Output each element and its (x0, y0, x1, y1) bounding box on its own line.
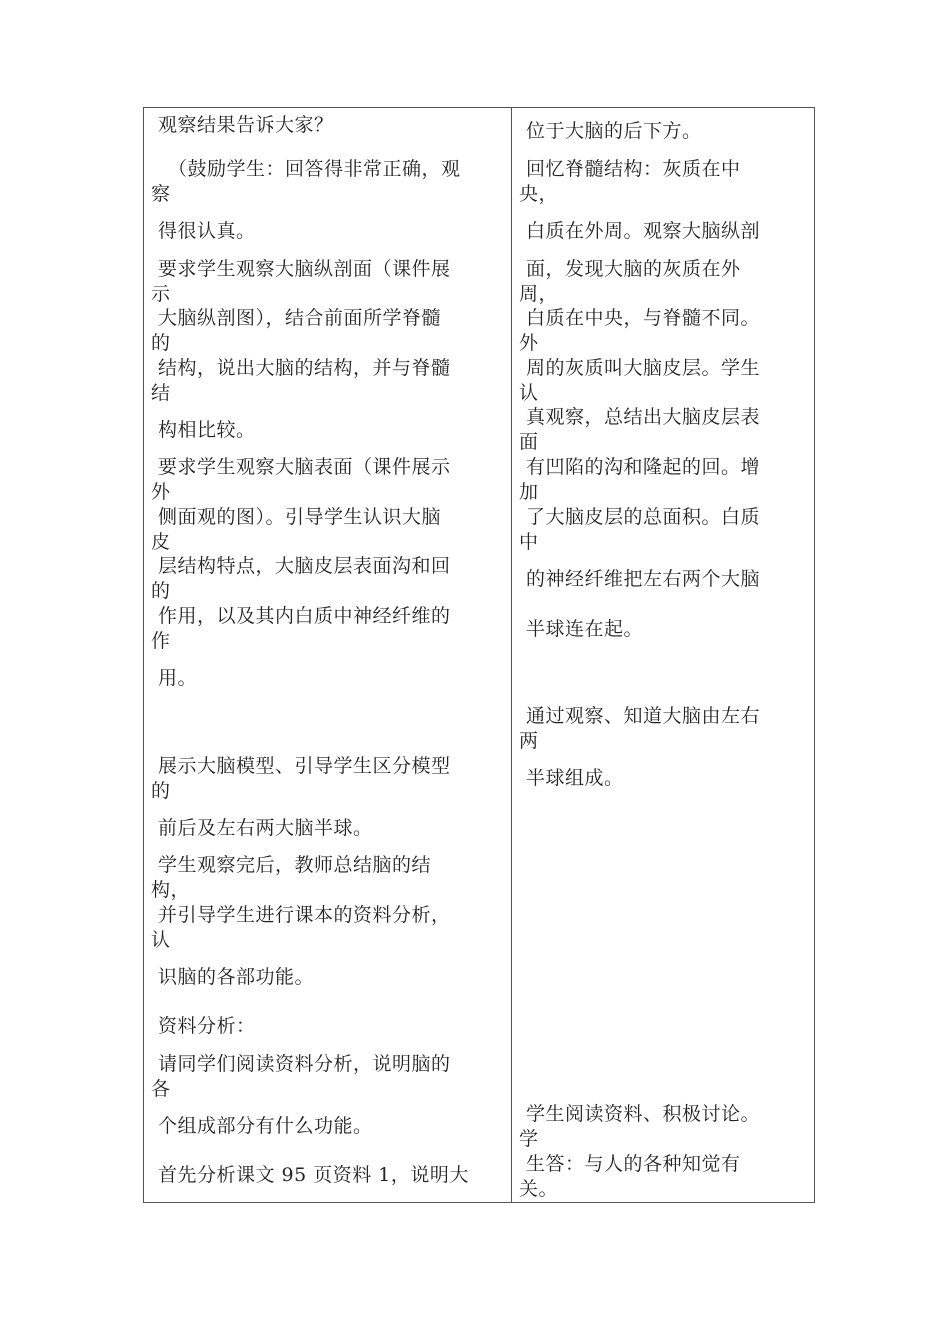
left-line: 皮 (151, 531, 171, 553)
column-divider (511, 107, 512, 1203)
right-line: 外 (519, 332, 539, 354)
right-line: 周， (519, 283, 559, 305)
left-line: 得很认真。 (158, 220, 256, 242)
left-line: 作用，以及其内白质中神经纤维的 (158, 605, 451, 627)
left-line: 前后及左右两大脑半球。 (158, 817, 373, 839)
left-line: 作 (151, 630, 171, 652)
left-line: 大脑纵剖图），结合前面所学脊髓 (158, 307, 442, 329)
left-line: 侧面观的图）。引导学生认识大脑 (158, 506, 442, 528)
left-line: 的 (151, 332, 171, 354)
right-line: 通过观察、知道大脑由左右 (526, 705, 761, 727)
left-line: 构相比较。 (158, 419, 256, 441)
right-line: 了大脑皮层的总面积。白质 (526, 506, 761, 528)
left-line: 展示大脑模型、引导学生区分模型 (158, 755, 451, 777)
right-line: 半球连在起。 (526, 618, 644, 640)
right-line: 位于大脑的后下方。 (526, 120, 702, 142)
right-line: 的神经纤维把左右两个大脑 (526, 568, 761, 590)
left-line: 的 (151, 580, 171, 602)
left-line: 结构，说出大脑的结构，并与脊髓 (158, 357, 451, 379)
right-line: 白质在外周。观察大脑纵剖 (526, 220, 761, 242)
right-line: 有凹陷的沟和隆起的回。增 (526, 456, 761, 478)
left-line: 请同学们阅读资料分析，说明脑的 (158, 1053, 451, 1075)
left-line: 要求学生观察大脑表面（课件展示 (158, 456, 451, 478)
left-line: （鼓励学生：回答得非常正确，观 (168, 158, 461, 180)
left-line: 个组成部分有什么功能。 (158, 1115, 373, 1137)
right-line: 半球组成。 (526, 767, 624, 789)
left-line: 观察结果告诉大家？ (158, 114, 334, 136)
right-line: 加 (519, 481, 539, 503)
left-line: 构， (151, 879, 191, 901)
right-line: 学 (519, 1128, 539, 1150)
right-line: 两 (519, 730, 539, 752)
left-line: 用。 (158, 667, 198, 689)
left-line: 首先分析课文 95 页资料 1，说明大 (158, 1164, 469, 1186)
right-line: 央， (519, 183, 559, 205)
right-line: 关。 (519, 1178, 559, 1200)
left-line: 外 (151, 481, 171, 503)
right-line: 周的灰质叫大脑皮层。学生 (526, 357, 761, 379)
left-line: 识脑的各部功能。 (158, 966, 315, 988)
right-line: 面，发现大脑的灰质在外 (526, 258, 741, 280)
left-line: 认 (151, 929, 171, 951)
right-line: 回忆脊髓结构：灰质在中 (526, 158, 741, 180)
left-line: 学生观察完后，教师总结脑的结 (158, 854, 432, 876)
right-line: 生答：与人的各种知觉有 (526, 1153, 741, 1175)
right-line: 白质在中央，与脊髓不同。 (526, 307, 761, 329)
right-line: 中 (519, 531, 539, 553)
right-line: 面 (519, 431, 539, 453)
right-line: 认 (519, 382, 539, 404)
left-line: 层结构特点，大脑皮层表面沟和回 (158, 555, 451, 577)
right-line: 真观察，总结出大脑皮层表 (526, 406, 761, 428)
left-line: 示 (151, 283, 171, 305)
left-line: 察 (151, 183, 171, 205)
right-line: 学生阅读资料、积极讨论。 (526, 1103, 761, 1125)
left-line: 要求学生观察大脑纵剖面（课件展 (158, 258, 451, 280)
left-line: 各 (151, 1078, 171, 1100)
left-line: 并引导学生进行课本的资料分析， (158, 904, 451, 926)
left-line: 资料分析： (158, 1015, 256, 1037)
left-line: 结 (151, 382, 171, 404)
left-line: 的 (151, 780, 171, 802)
